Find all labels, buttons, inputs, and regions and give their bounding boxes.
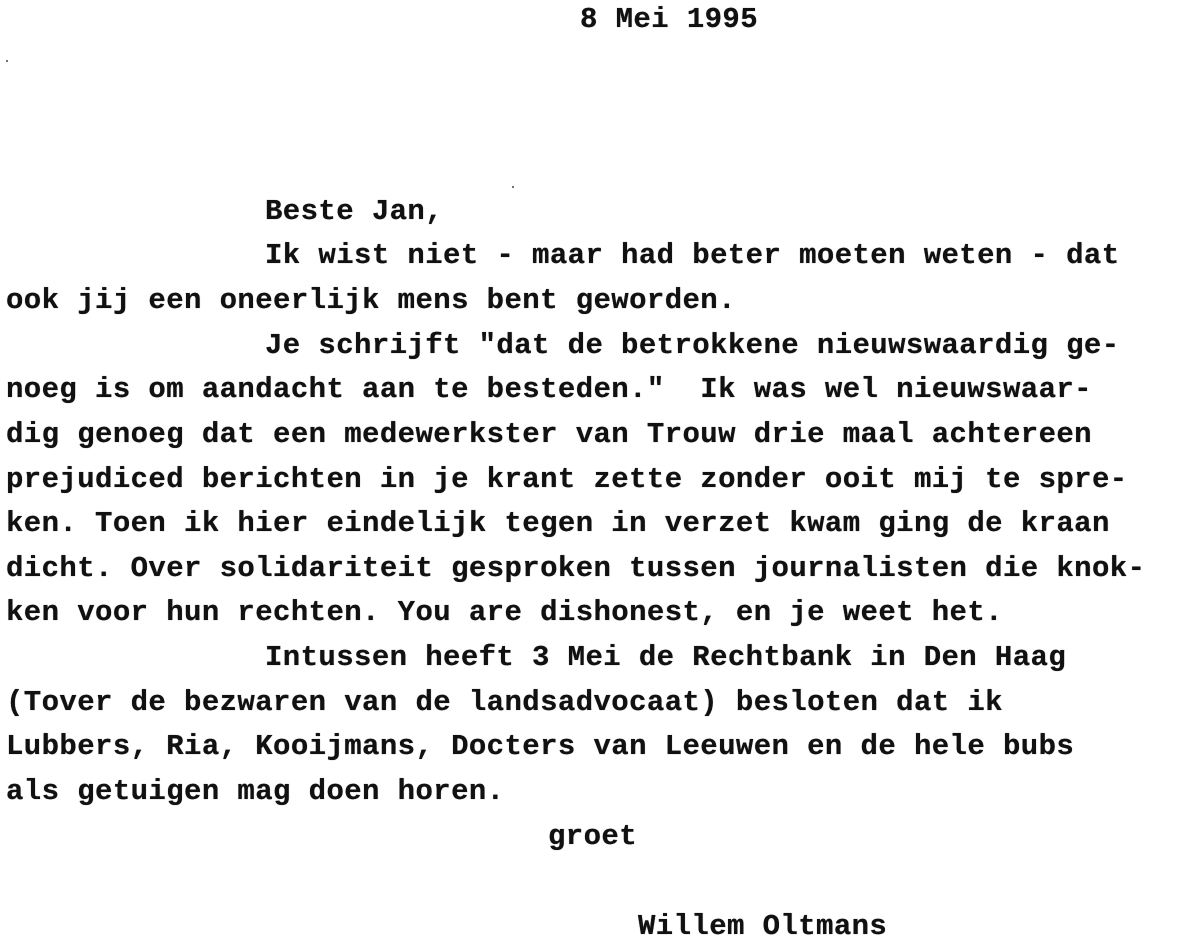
body-line: als getuigen mag doen horen.: [6, 775, 505, 808]
body-line: Ik wist niet - maar had beter moeten weten - dat: [265, 239, 1120, 272]
closing: groet: [548, 820, 638, 853]
body-line: noeg is om aandacht aan te besteden." Ik was wel nieuwswaar-: [6, 373, 1092, 406]
signature: Willem Oltmans: [638, 910, 888, 943]
body-line: Je schrijft "dat de betrokkene nieuwswaardig ge-: [265, 329, 1120, 362]
body-line: Lubbers, Ria, Kooijmans, Docters van Leeuwen en de hele bubs: [6, 730, 1075, 763]
salutation: Beste Jan,: [265, 195, 444, 228]
body-line: dicht. Over solidariteit gesproken tussen journalisten die knok-: [6, 552, 1146, 585]
body-line: dig genoeg dat een medewerkster van Trouw drie maal achtereen: [6, 418, 1092, 451]
speck-mark: [6, 60, 8, 62]
body-line: prejudiced berichten in je krant zette zonder ooit mij te spre-: [6, 463, 1128, 496]
body-line: ook jij een oneerlijk mens bent geworden.: [6, 284, 736, 317]
body-line: (Tover de bezwaren van de landsadvocaat) besloten dat ik: [6, 686, 1003, 719]
body-line: ken voor hun rechten. You are dishonest, en je weet het.: [6, 596, 1003, 629]
speck-mark: [512, 186, 514, 188]
body-line: ken. Toen ik hier eindelijk tegen in verzet kwam ging de kraan: [6, 507, 1110, 540]
letter-date: 8 Mei 1995: [580, 3, 759, 36]
body-line: Intussen heeft 3 Mei de Rechtbank in Den Haag: [265, 641, 1067, 674]
